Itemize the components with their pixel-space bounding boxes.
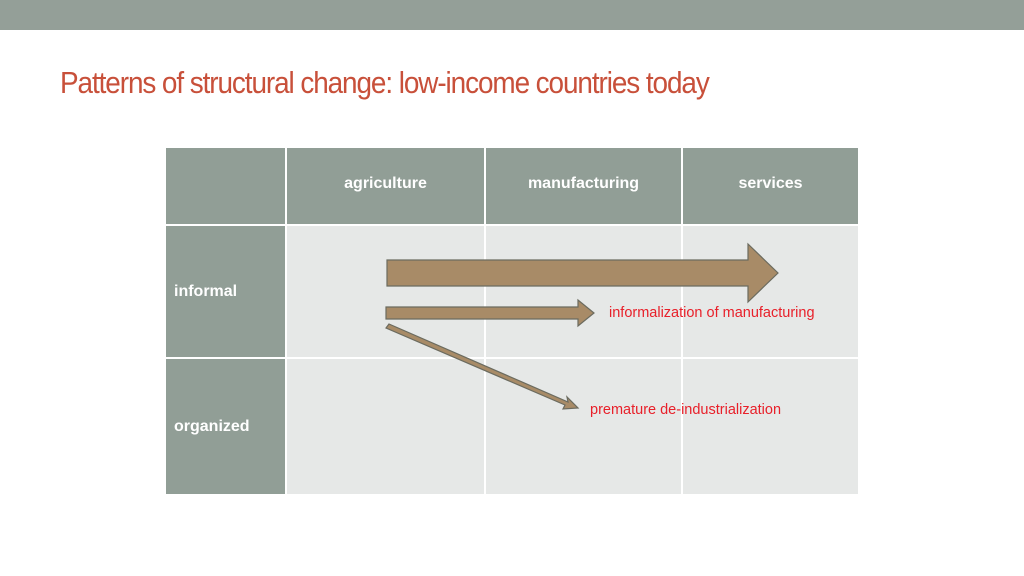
top-band xyxy=(0,0,1024,30)
column-header-services: services xyxy=(683,148,858,226)
cell-informal-services xyxy=(683,226,858,359)
cell-informal-manufacturing xyxy=(486,226,683,359)
cell-organized-manufacturing xyxy=(486,359,683,494)
annotation-deindustrialization: premature de-industrialization xyxy=(590,402,782,418)
row-label-organized: organized xyxy=(166,359,287,494)
matrix-grid xyxy=(166,148,858,494)
cell-organized-agriculture xyxy=(287,359,486,494)
corner-cell xyxy=(166,148,287,226)
row-label-informal: informal xyxy=(166,226,287,359)
column-header-manufacturing: manufacturing xyxy=(486,148,683,226)
annotation-informalization: informalization of manufacturing xyxy=(609,305,815,321)
cell-informal-agriculture xyxy=(287,226,486,359)
cell-organized-services xyxy=(683,359,858,494)
column-header-agriculture: agriculture xyxy=(287,148,486,226)
slide-title: Patterns of structural change: low-income countries today xyxy=(60,65,709,100)
